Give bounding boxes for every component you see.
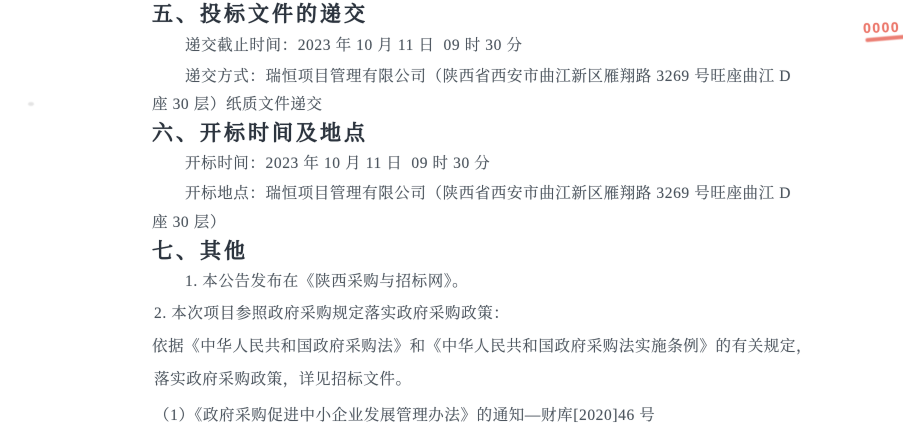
section-5-heading: 五、投标文件的递交 (152, 2, 368, 26)
page-number-stamp (863, 19, 903, 35)
section-7-heading: 七、其他 (152, 239, 248, 263)
bid-opening-place-line-2: 座 30 层） (152, 214, 226, 231)
submission-method-line-2: 座 30 层）纸质文件递交 (152, 96, 323, 113)
section-6-heading: 六、开标时间及地点 (152, 121, 368, 145)
submission-method-line-1: 递交方式：瑞恒项目管理有限公司（陕西省西安市曲江新区雁翔路 3269 号旺座曲江 D (185, 68, 792, 85)
policy-basis-line: 依据《中华人民共和国政府采购法》和《中华人民共和国政府采购法实施条例》的有关规定， (152, 338, 813, 355)
policy-detail-line: 落实政府采购政策，详见招标文件。 (154, 371, 412, 388)
submission-deadline-line: 递交截止时间：2023 年 10 月 11 日 09 时 30 分 (185, 37, 523, 54)
policy-notice-line: （1）《政府采购促进中小企业发展管理办法》的通知—财库[2020]46 号 (154, 407, 656, 424)
other-item-2-line: 2. 本次项目参照政府采购规定落实政府采购政策： (154, 305, 510, 322)
bid-opening-time-line: 开标时间：2023 年 10 月 11 日 09 时 30 分 (185, 155, 491, 172)
stamp-text: 0000 (862, 18, 901, 37)
bid-opening-place-line-1: 开标地点：瑞恒项目管理有限公司（陕西省西安市曲江新区雁翔路 3269 号旺座曲江 D (185, 185, 792, 202)
other-item-1-line: 1. 本公告发布在《陕西采购与招标网》。 (185, 273, 469, 290)
scan-speck (28, 102, 34, 106)
